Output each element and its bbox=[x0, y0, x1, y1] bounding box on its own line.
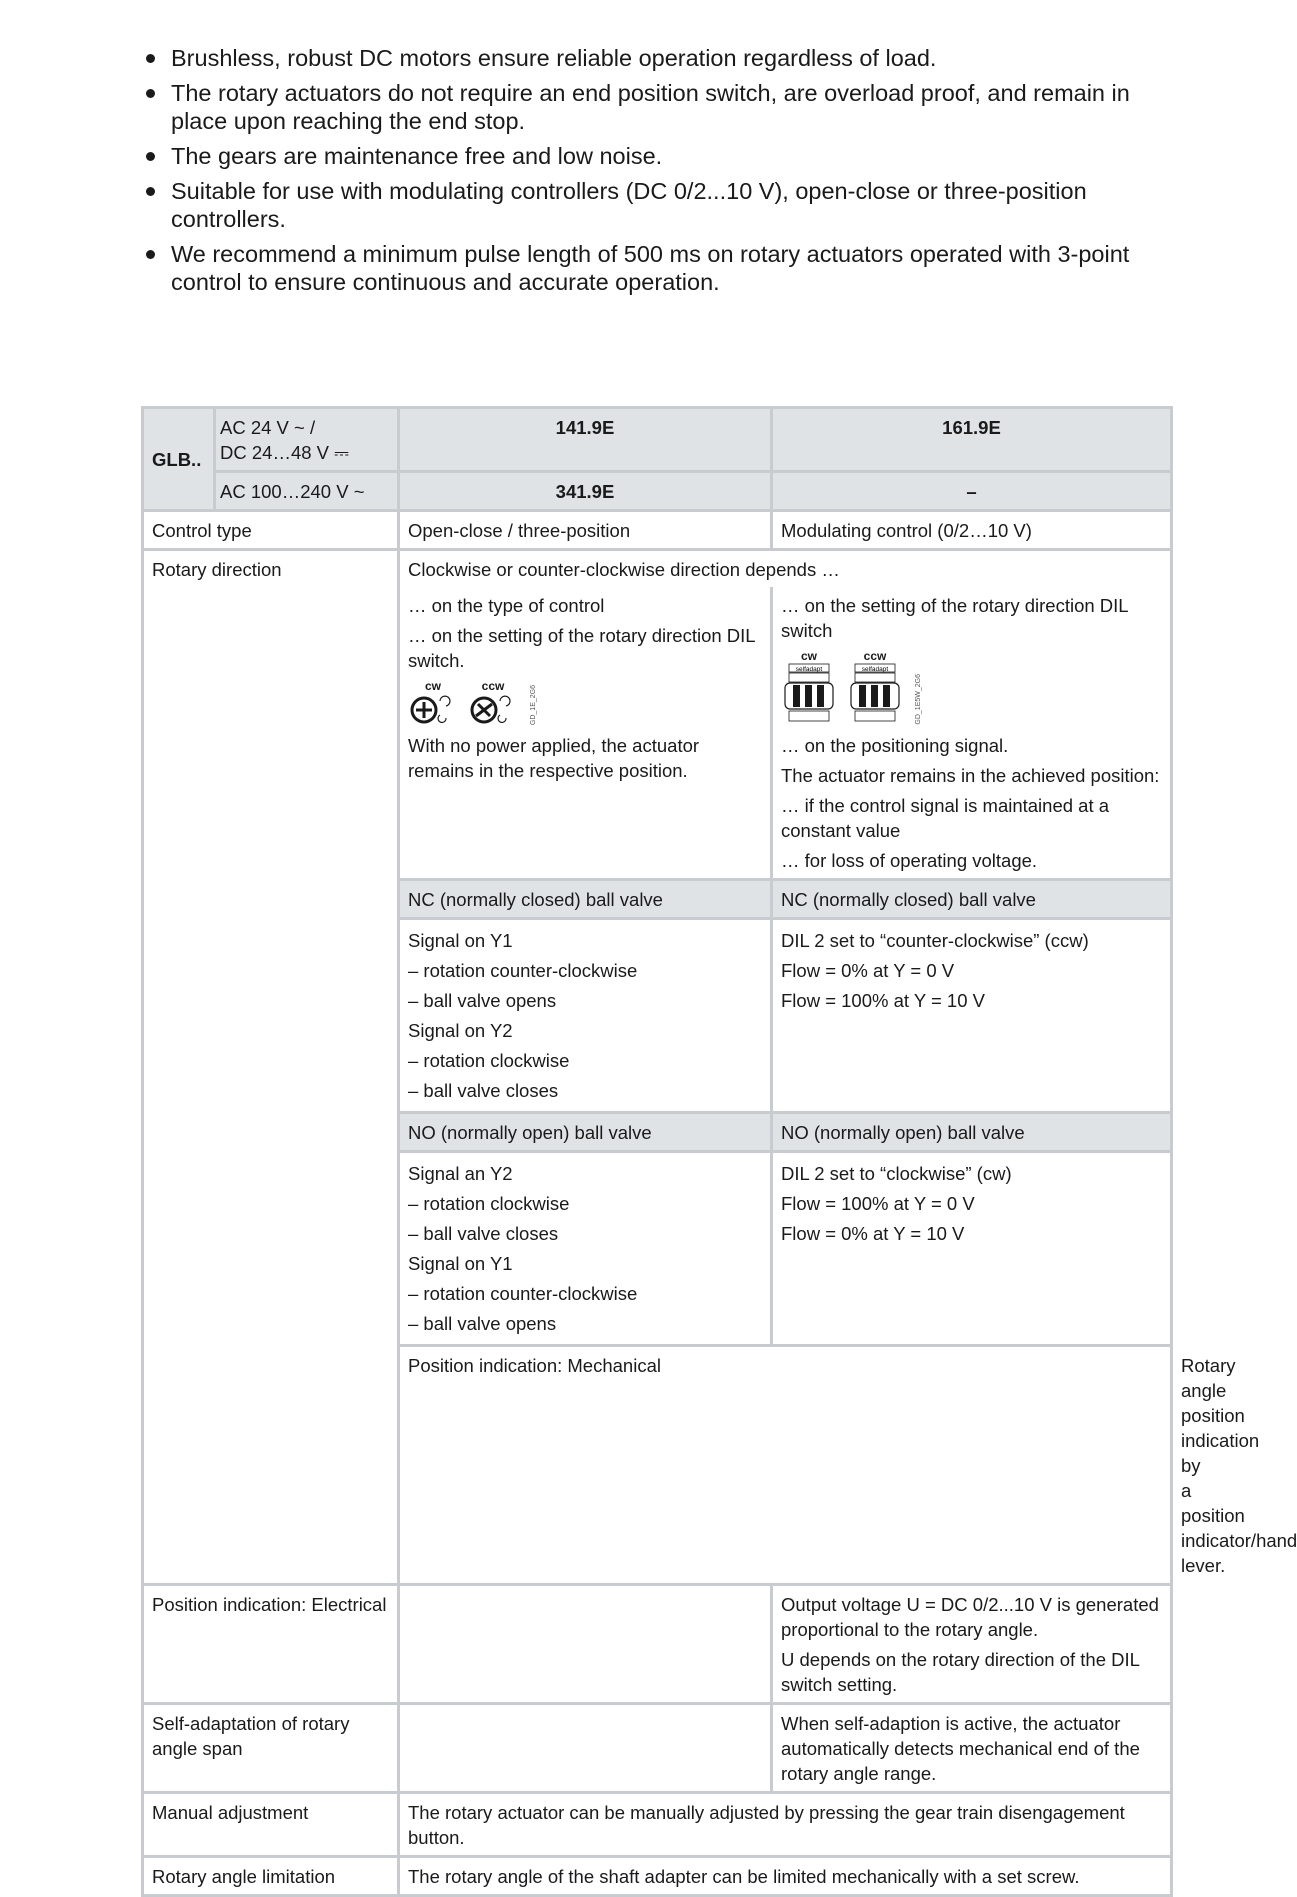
rd-a-no-power: With no power applied, the actuator remains in the respective position. bbox=[408, 735, 700, 781]
self-adapt-label: Self-adaptation of rotary angle span bbox=[143, 1704, 399, 1793]
supply-24v-line1: AC 24 V ~ / bbox=[220, 417, 316, 438]
rd-b-line3: The actuator remains in the achieved position: bbox=[781, 765, 1160, 786]
rd-b-line1: … on the setting of the rotary direction DIL switch bbox=[781, 595, 1128, 641]
bullet-item: The gears are maintenance free and low noise. bbox=[146, 142, 1186, 170]
rotary-direction-b bbox=[772, 587, 1172, 880]
pos-elec-label: Position indication: Electrical bbox=[143, 1585, 399, 1704]
cw-label: cw bbox=[800, 649, 817, 663]
feature-bullet-list bbox=[146, 44, 1186, 303]
nc-b-line: Flow = 100% at Y = 10 V bbox=[781, 990, 985, 1011]
supply-230v: AC 100…240 V ~ bbox=[215, 472, 399, 511]
limit-value: The rotary angle of the shaft adapter can be limited mechanically with a set screw. bbox=[399, 1857, 1172, 1896]
no-b-line: Flow = 100% at Y = 0 V bbox=[781, 1193, 975, 1214]
rotary-direction-a bbox=[399, 587, 772, 880]
rd-a-line1: … on the type of control bbox=[408, 595, 605, 616]
nc-a bbox=[399, 919, 772, 1113]
bullet-item: Brushless, robust DC motors ensure reliable operation regardless of load. bbox=[146, 44, 1186, 72]
no-a-line: – rotation counter-clockwise bbox=[408, 1283, 638, 1304]
no-header-b: NO (normally open) ball valve bbox=[772, 1113, 1172, 1152]
manual-value: The rotary actuator can be manually adjusted by pressing the gear train disengagement button. bbox=[399, 1793, 1172, 1857]
self-adapt-a bbox=[399, 1704, 772, 1793]
ccw-knob-icon bbox=[470, 693, 516, 725]
row-position-electrical bbox=[143, 1585, 1172, 1704]
header-row-230v bbox=[143, 472, 1172, 511]
nc-header-b: NC (normally closed) ball valve bbox=[772, 880, 1172, 919]
supply-24v-line2: DC 24…48 V ⎓ bbox=[220, 442, 349, 463]
cw-knob-icon bbox=[410, 693, 456, 725]
nc-a-line: Signal on Y1 bbox=[408, 930, 513, 951]
dil-switch-ccw-icon bbox=[849, 663, 901, 725]
nc-a-line: – rotation clockwise bbox=[408, 1050, 570, 1071]
pos-elec-a bbox=[399, 1585, 772, 1704]
no-a bbox=[399, 1152, 772, 1346]
rotation-knob-figure bbox=[410, 679, 762, 725]
glb-label: GLB.. bbox=[143, 408, 215, 511]
model-341: 341.9E bbox=[399, 472, 772, 511]
row-position-mechanical: Position indication: Mechanical Rotary angle position indication by a position indicator/hand lever. bbox=[143, 1346, 1172, 1585]
row-self-adaptation bbox=[143, 1704, 1172, 1793]
no-b-line: Flow = 0% at Y = 10 V bbox=[781, 1223, 965, 1244]
spec-table bbox=[141, 406, 1297, 1897]
bullet-item: The rotary actuators do not require an end position switch, are overload proof, and remain in place upon reaching the end stop. bbox=[146, 79, 1186, 135]
no-a-line: – ball valve opens bbox=[408, 1313, 557, 1334]
model-161: 161.9E bbox=[772, 408, 1172, 472]
nc-b-line: Flow = 0% at Y = 0 V bbox=[781, 960, 955, 981]
rd-b-line5: … for loss of operating voltage. bbox=[781, 850, 1038, 871]
figure-code-a: GD_1E_2G6 bbox=[530, 684, 537, 725]
supply-24v bbox=[215, 408, 399, 472]
nc-b bbox=[772, 919, 1172, 1113]
control-type-b: Modulating control (0/2…10 V) bbox=[772, 511, 1172, 550]
no-a-line: Signal on Y1 bbox=[408, 1253, 513, 1274]
no-b-line: DIL 2 set to “clockwise” (cw) bbox=[781, 1163, 1012, 1184]
no-header-a: NO (normally open) ball valve bbox=[399, 1113, 772, 1152]
pos-elec-b1: Output voltage U = DC 0/2...10 V is generated proportional to the rotary angle. bbox=[781, 1594, 1159, 1640]
nc-header-a: NC (normally closed) ball valve bbox=[399, 880, 772, 919]
row-control-type bbox=[143, 511, 1172, 550]
row-manual-adjustment bbox=[143, 1793, 1172, 1857]
self-adapt-b: When self-adaption is active, the actuator automatically detects mechanical end of the rotary angle range. bbox=[772, 1704, 1172, 1793]
pos-mech-label: Position indication: Mechanical bbox=[399, 1346, 1172, 1585]
bullet-item: Suitable for use with modulating controllers (DC 0/2...10 V), open-close or three-position controllers. bbox=[146, 177, 1186, 233]
rd-a-line2: … on the setting of the rotary direction DIL switch. bbox=[408, 625, 755, 671]
nc-b-line: DIL 2 set to “counter-clockwise” (ccw) bbox=[781, 930, 1089, 951]
row-rotary-direction-intro bbox=[143, 550, 1172, 588]
rotary-direction-intro: Clockwise or counter-clockwise direction depends … bbox=[399, 550, 1172, 588]
bullet-item: We recommend a minimum pulse length of 500 ms on rotary actuators operated with 3-point control to ensure continuous and accurate operation. bbox=[146, 240, 1186, 296]
rotary-direction-label: Rotary direction bbox=[143, 550, 399, 1585]
nc-a-line: Signal on Y2 bbox=[408, 1020, 513, 1041]
cw-label: cw bbox=[424, 679, 441, 693]
limit-label: Rotary angle limitation bbox=[143, 1857, 399, 1896]
ccw-label: ccw bbox=[863, 649, 887, 663]
nc-a-line: – ball valve closes bbox=[408, 1080, 559, 1101]
dil-switch-cw-icon bbox=[783, 663, 835, 725]
rd-b-line4: … if the control signal is maintained at a constant value bbox=[781, 795, 1110, 841]
rd-b-line2: … on the positioning signal. bbox=[781, 735, 1009, 756]
dil-switch-figure bbox=[783, 649, 1162, 725]
dil-top-label: selfadapt bbox=[795, 666, 823, 673]
ccw-label: ccw bbox=[481, 679, 505, 693]
header-row-24v bbox=[143, 408, 1172, 472]
row-rotary-angle-limitation bbox=[143, 1857, 1172, 1896]
no-a-line: Signal an Y2 bbox=[408, 1163, 513, 1184]
pos-elec-b bbox=[772, 1585, 1172, 1704]
dil-top-label: selfadapt bbox=[861, 666, 889, 673]
nc-a-line: – ball valve opens bbox=[408, 990, 557, 1011]
nc-a-line: – rotation counter-clockwise bbox=[408, 960, 638, 981]
manual-label: Manual adjustment bbox=[143, 1793, 399, 1857]
no-a-line: – rotation clockwise bbox=[408, 1193, 570, 1214]
control-type-label: Control type bbox=[143, 511, 399, 550]
model-none: – bbox=[772, 472, 1172, 511]
model-141: 141.9E bbox=[399, 408, 772, 472]
no-a-line: – ball valve closes bbox=[408, 1223, 559, 1244]
pos-elec-b2: U depends on the rotary direction of the DIL switch setting. bbox=[781, 1649, 1140, 1695]
no-b bbox=[772, 1152, 1172, 1346]
figure-code-b: GD_1E5W_2G6 bbox=[915, 674, 922, 725]
control-type-a: Open-close / three-position bbox=[399, 511, 772, 550]
